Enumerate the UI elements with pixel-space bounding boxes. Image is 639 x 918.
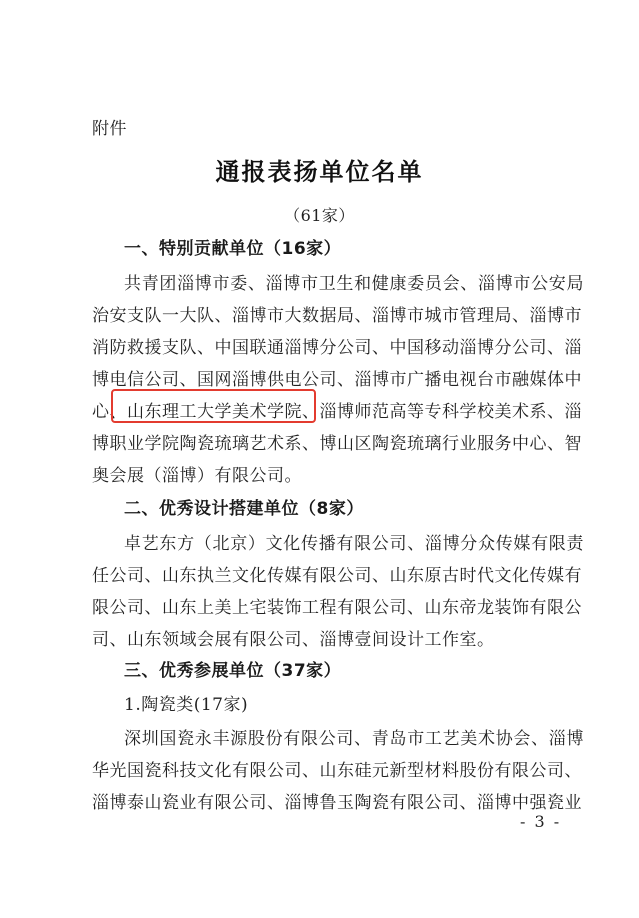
section-2-line-4: 司、山东领域会展有限公司、淄博壹间设计工作室。 xyxy=(92,630,495,650)
section-2-heading: 二、优秀设计搭建单位（8家） xyxy=(124,499,364,519)
attachment-label: 附件 xyxy=(92,119,127,139)
section-1-line-7: 奥会展（淄博）有限公司。 xyxy=(92,466,302,486)
section-1-line-3: 消防救援支队、中国联通淄博分公司、中国移动淄博分公司、淄 xyxy=(92,338,582,358)
section-1-line-5: 心、山东理工大学美术学院、淄博师范高等专科学校美术系、淄 xyxy=(92,402,582,422)
page-title: 通报表扬单位名单 xyxy=(215,157,424,186)
section-2-line-2: 任公司、山东执兰文化传媒有限公司、山东原古时代文化传媒有 xyxy=(92,566,582,586)
section-3-line-1: 深圳国瓷永丰源股份有限公司、青岛市工艺美术协会、淄博 xyxy=(124,729,584,749)
page-number: - 3 - xyxy=(520,812,562,831)
section-1-line-6: 博职业学院陶瓷琉璃艺术系、博山区陶瓷琉璃行业服务中心、智 xyxy=(92,434,582,454)
section-3-line-3: 淄博泰山瓷业有限公司、淄博鲁玉陶瓷有限公司、淄博中强瓷业 xyxy=(92,793,582,813)
section-2-line-3: 限公司、山东上美上宅装饰工程有限公司、山东帝龙装饰有限公 xyxy=(92,598,582,618)
section-1-line-2: 治安支队一大队、淄博市大数据局、淄博市城市管理局、淄博市 xyxy=(92,306,582,326)
section-3-heading: 三、优秀参展单位（37家） xyxy=(124,661,342,681)
total-count: （61家） xyxy=(284,206,355,225)
section-1-line-1: 共青团淄博市委、淄博市卫生和健康委员会、淄博市公安局 xyxy=(124,274,584,294)
section-3-line-2: 华光国瓷科技文化有限公司、山东硅元新型材料股份有限公司、 xyxy=(92,761,582,781)
section-1-heading: 一、特别贡献单位（16家） xyxy=(124,239,342,259)
section-2-line-1: 卓艺东方（北京）文化传播有限公司、淄博分众传媒有限责 xyxy=(124,534,584,554)
highlight-box xyxy=(111,389,316,423)
section-1-line-4: 博电信公司、国网淄博供电公司、淄博市广播电视台市融媒体中 xyxy=(92,370,582,390)
section-3-subheading: 1.陶瓷类(17家) xyxy=(124,695,249,715)
